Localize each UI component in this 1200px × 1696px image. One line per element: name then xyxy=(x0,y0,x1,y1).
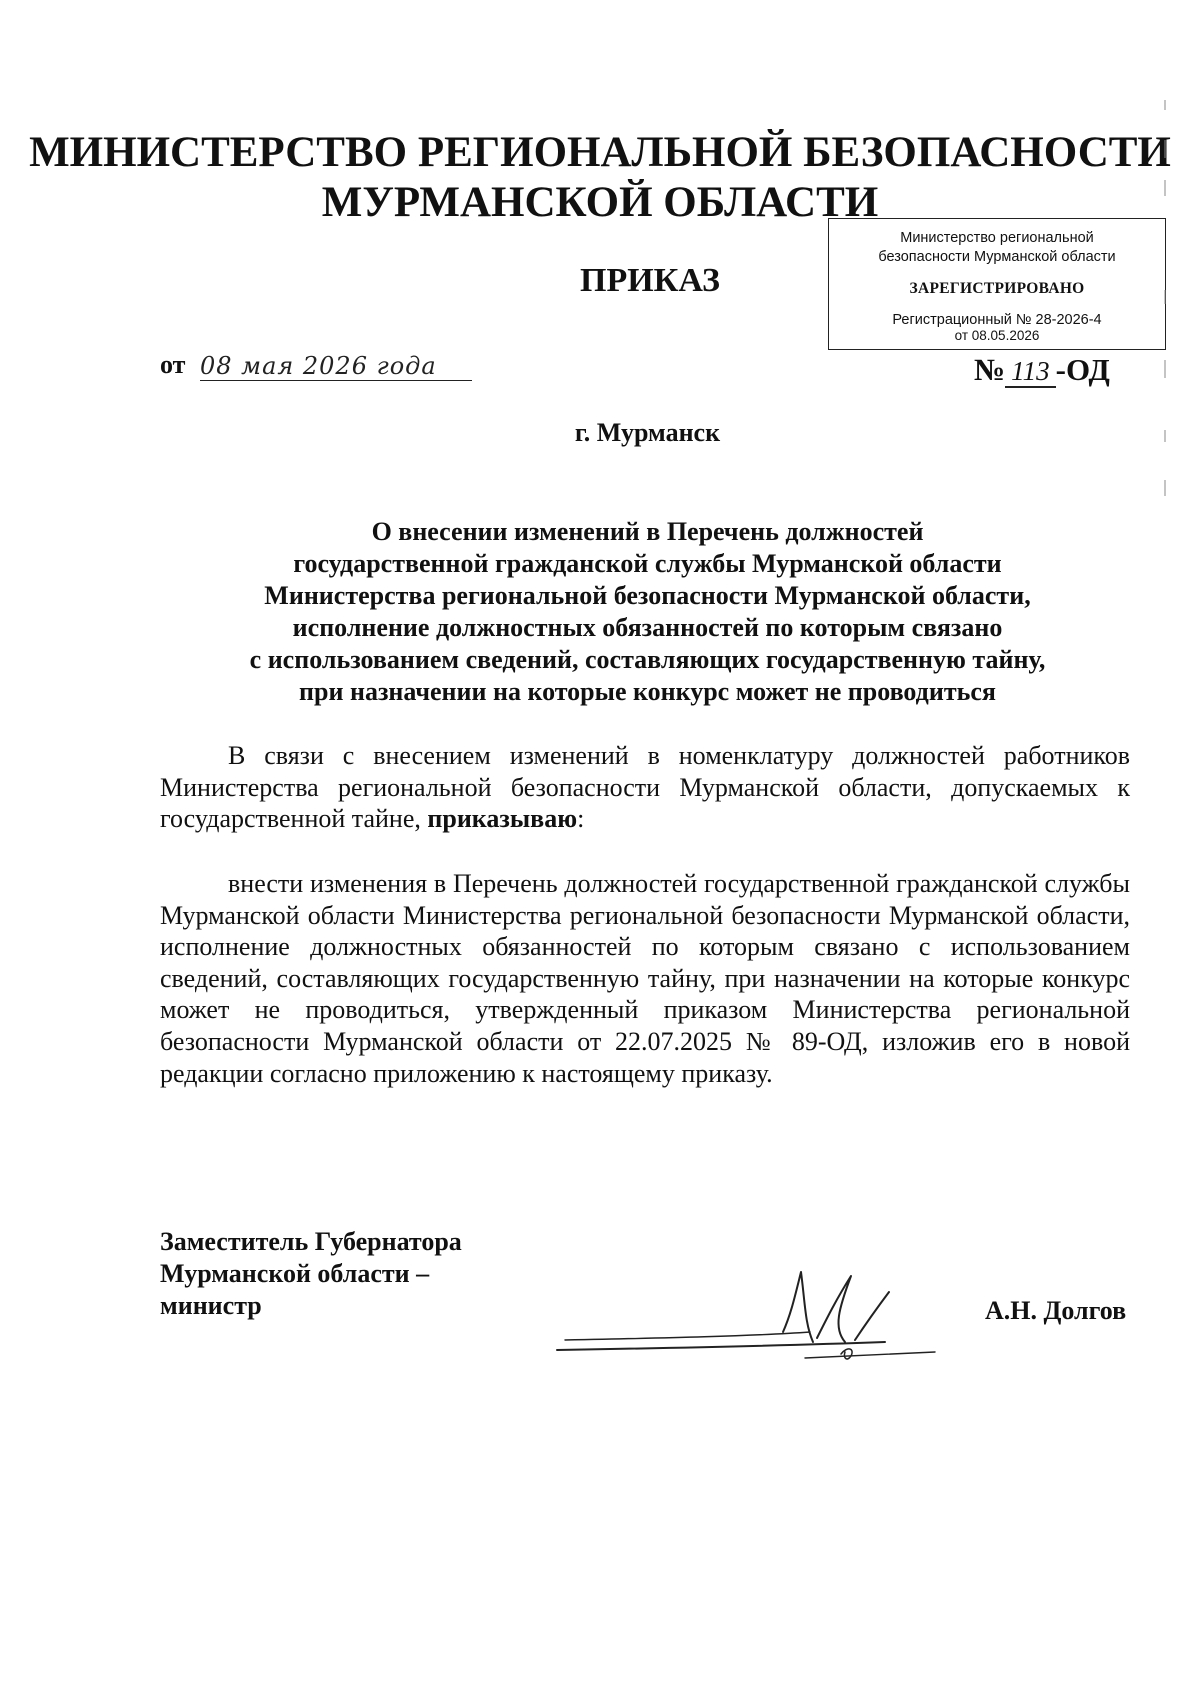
order-text: внести изменения в Перечень должностей государственной гражданской службы Мурманской области Министерства региональной безопасности Мурманской области, исполнение должностных обязанностей по которым связано с использованием сведений, составляющих государственную тайну, при назначении на которые конкурс может не проводиться, утвержденный приказом Министерства региональной безопасности Мурманской области от 22.07.2025 № 89-ОД, изложив его в новой редакции согласно приложению к настоящему приказу. xyxy=(160,869,1130,1088)
ministry-name-line2: МУРМАНСКОЙ ОБЛАСТИ xyxy=(321,179,879,226)
signatory-title-line2: Мурманской области – xyxy=(160,1259,430,1288)
date-prefix: от xyxy=(160,350,186,379)
stamp-reg-number: Регистрационный № 28-2026-4 xyxy=(892,312,1102,328)
order-number xyxy=(974,352,1110,388)
order-subject xyxy=(165,516,1130,708)
subject-line: государственной гражданской службы Мурманской области xyxy=(293,549,1002,578)
handwritten-signature xyxy=(555,1262,975,1372)
preamble-colon: : xyxy=(577,804,585,834)
stamp-org-line1: Министерство региональной xyxy=(900,230,1094,246)
preamble xyxy=(160,740,1130,835)
signer-name: А.Н. Долгов xyxy=(985,1296,1127,1325)
handwritten-number: 113 xyxy=(1005,356,1056,388)
scan-margin-marks xyxy=(1160,100,1170,520)
number-suffix: -ОД xyxy=(1055,352,1110,387)
subject-line: Министерства региональной безопасности Мурманской области, xyxy=(264,581,1031,610)
subject-line: с использованием сведений, составляющих государственную тайну, xyxy=(249,645,1046,674)
stamp-reg-date: от 08.05.2026 xyxy=(954,328,1040,343)
body-paragraph-1 xyxy=(160,740,1130,835)
signatory-title-line1: Заместитель Губернатора xyxy=(160,1227,462,1256)
order-keyword: приказываю xyxy=(427,804,578,834)
body-paragraph-2 xyxy=(160,868,1130,1089)
signatory-title-line3: министр xyxy=(160,1291,262,1320)
subject-line: исполнение должностных обязанностей по которым связано xyxy=(292,613,1003,642)
number-prefix: № xyxy=(974,352,1006,387)
ministry-name-line1: МИНИСТЕРСТВО РЕГИОНАЛЬНОЙ БЕЗОПАСНОСТИ xyxy=(29,129,1171,176)
stamp-status: ЗАРЕГИСТРИРОВАНО xyxy=(909,280,1085,297)
stamp-org-line2: безопасности Мурманской области xyxy=(878,249,1116,265)
document-type-title: ПРИКАЗ xyxy=(580,262,720,299)
signatory-title xyxy=(160,1226,462,1322)
subject-line: при назначении на которые конкурс может не проводиться xyxy=(299,677,996,706)
city: г. Мурманск xyxy=(574,418,721,447)
preamble-text: В связи с внесением изменений в номенклатуру должностей работников Министерства региональной безопасности Мурманской области, допускаемых к государственной тайне, xyxy=(160,741,1130,834)
ministry-name xyxy=(0,128,1200,228)
handwritten-date: 08 мая 2026 года xyxy=(200,352,472,381)
subject-line: О внесении изменений в Перечень должностей xyxy=(371,517,924,546)
